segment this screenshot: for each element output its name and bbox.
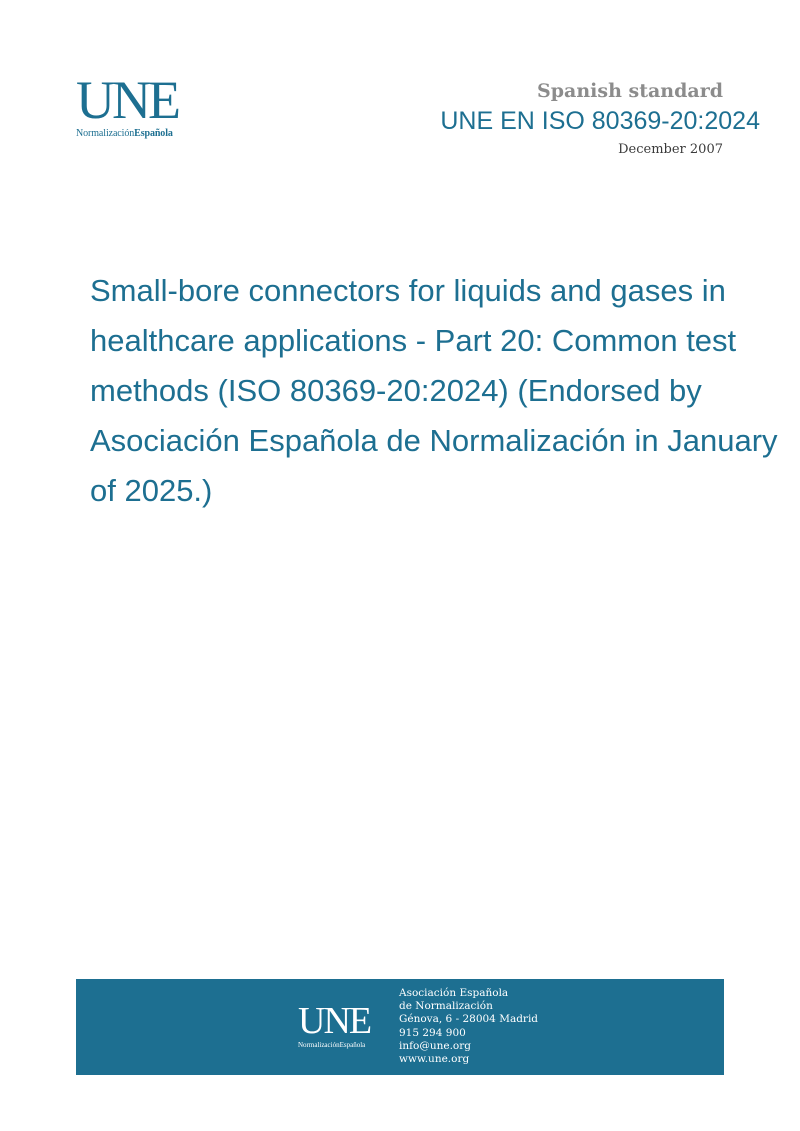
footer-une-logo: [298, 1000, 388, 1049]
address-line-website[interactable]: www.une.org: [399, 1053, 470, 1066]
address-line-org2: de Normalización: [399, 1000, 493, 1013]
address-line-email[interactable]: info@une.org: [399, 1039, 471, 1052]
footer-logo-tagline: [298, 1041, 388, 1049]
footer-tagline-part2: Española: [339, 1041, 366, 1049]
document-title: Small-bore connectors for liquids and gases in healthcare applications - Part 20: Common test methods (ISO 80369-20:2024) (Endorsed by Asociación Española de Normalización in January of 2025.): [90, 273, 778, 508]
address-line-street: Génova, 6 - 28004 Madrid: [399, 1013, 539, 1026]
standard-code: UNE EN ISO 80369-20:2024: [440, 107, 760, 135]
standard-kind: Spanish standard: [537, 80, 723, 102]
footer-address: [399, 987, 538, 1066]
standard-date: December 2007: [618, 142, 723, 157]
address-line-org: Asociación Española: [399, 987, 509, 999]
footer-band: [76, 979, 724, 1075]
address-line-phone: 915 294 900: [399, 1026, 466, 1039]
une-logo: [76, 70, 216, 139]
logo-tagline-part2: Española: [134, 128, 173, 139]
footer-tagline-part1: Normalización: [298, 1041, 340, 1049]
footer-logo-letters: UNE: [298, 1000, 371, 1042]
une-logo-letters: UNE: [76, 70, 178, 130]
logo-tagline-part1: Normalización: [76, 128, 135, 139]
standard-header: [440, 78, 760, 157]
